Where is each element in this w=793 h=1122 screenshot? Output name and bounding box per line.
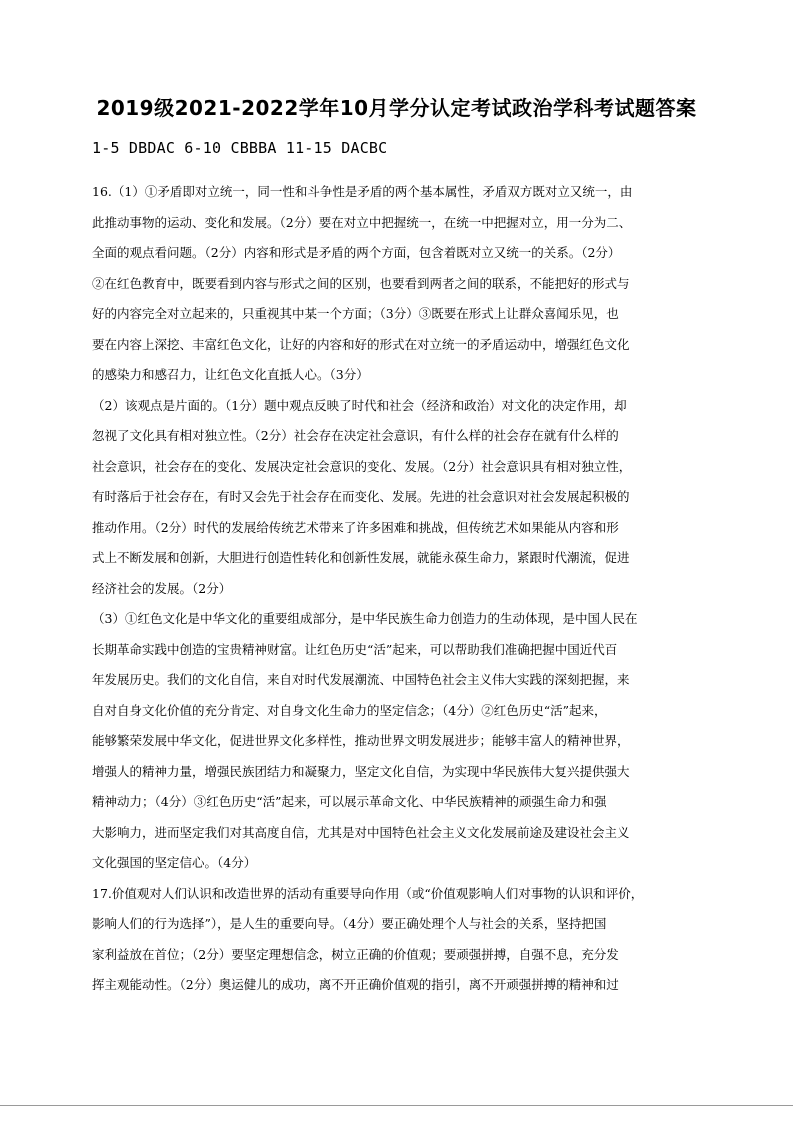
answer-text-line: 大影响力，进而坚定我们对其高度自信，尤其是对中国特色社会主义文化发展前途及建设社会主义 [92, 824, 630, 840]
answer-text-line: 17.价值观对人们认识和改造世界的活动有重要导向作用（或“价值观影响人们对事物的认识和评价， [92, 885, 644, 901]
answer-text-line: 挥主观能动性。（2分）奥运健儿的成功，离不开正确价值观的指引，离不开顽强拼搏的精神和过 [92, 977, 619, 992]
answer-text-line: 精神动力；（4分）③红色历史“活”起来，可以展示革命文化、中华民族精神的顽强生命力和强 [92, 794, 607, 809]
answer-text-line: 推动作用。（2分）时代的发展给传统艺术带来了许多困难和挑战，但传统艺术如果能从内容和形 [92, 519, 619, 535]
answer-text-line: 长期革命实践中创造的宝贵精神财富。让红色历史“活”起来，可以帮助我们准确把握中国近代百 [92, 641, 618, 657]
answer-text-line: 家利益放在首位；（2分）要坚定理想信念，树立正确的价值观；要顽强拼搏，自强不息，充分发 [92, 946, 619, 962]
answer-text-line: 经济社会的发展。（2分） [92, 580, 232, 596]
answer-text-line: 要在内容上深挖、丰富红色文化，让好的内容和好的形式在对立统一的矛盾运动中，增强红色文化 [92, 336, 630, 352]
answer-text-line: 好的内容完全对立起来的，只重视其中某一个方面；（3分）③既要在形式上让群众喜闻乐见，也 [92, 306, 619, 321]
multiple-choice-answers: 1-5 DBDAC 6-10 CBBBA 11-15 DACBC [92, 139, 388, 157]
answer-text-line: 有时落后于社会存在，有时又会先于社会存在而变化、发展。先进的社会意识对社会发展起积极的 [92, 489, 630, 504]
answer-text-line: 能够繁荣发展中华文化，促进世界文化多样性，推动世界文明发展进步；能够丰富人的精神世界， [92, 733, 630, 748]
answer-text-line: ②在红色教育中，既要看到内容与形式之间的区别，也要看到两者之间的联系，不能把好的形式与 [92, 275, 630, 291]
page-title: 2019级2021-2022学年10月学分认定考试政治学科考试题答案 [96, 96, 697, 120]
answer-text-line: （3）①红色文化是中华文化的重要组成部分，是中华民族生命力创造力的生动体现，是中国人民在 [92, 611, 638, 626]
answer-text-line: 的感染力和感召力，让红色文化直抵人心。（3分） [92, 367, 369, 382]
answer-text-line: 忽视了文化具有相对独立性。（2分）社会存在决定社会意识，有什么样的社会存在就有什么样的 [92, 428, 619, 443]
answer-text-line: 自对自身文化价值的充分肯定、对自身文化生命力的坚定信念；（4分）②红色历史“活”起来， [92, 702, 607, 718]
answer-text-line: 社会意识，社会存在的变化、发展决定社会意识的变化、发展。（2分）社会意识具有相对独立性， [92, 458, 632, 474]
answer-text-line: 此推动事物的运动、变化和发展。（2分）要在对立中把握统一，在统一中把握对立，用一分为二、 [92, 214, 632, 230]
answer-text-line: 增强人的精神力量，增强民族团结力和凝聚力，坚定文化自信，为实现中华民族伟大复兴提供强大 [92, 763, 630, 779]
answer-text-line: 年发展历史。我们的文化自信，来自对时代发展潮流、中国特色社会主义伟大实践的深刻把握，来 [92, 672, 630, 687]
answer-text-line: 式上不断发展和创新，大胆进行创造性转化和创新性发展，就能永葆生命力，紧跟时代潮流，促进 [92, 550, 630, 565]
answer-text-line: （2）该观点是片面的。（1分）题中观点反映了时代和社会（经济和政治）对文化的决定作用，却 [92, 397, 627, 413]
answer-text-line: 16.（1）①矛盾即对立统一，同一性和斗争性是矛盾的两个基本属性，矛盾双方既对立又统一，由 [92, 184, 633, 199]
page-bottom-divider [0, 1105, 793, 1106]
answer-text-line: 全面的观点看问题。（2分）内容和形式是矛盾的两个方面，包含着既对立又统一的关系。（2分） [92, 245, 621, 260]
answer-text-line: 影响人们的行为选择”），是人生的重要向导。（4分）要正确处理个人与社会的关系，坚持把国 [92, 916, 607, 931]
answer-text-line: 文化强国的坚定信心。（4分） [92, 855, 257, 870]
